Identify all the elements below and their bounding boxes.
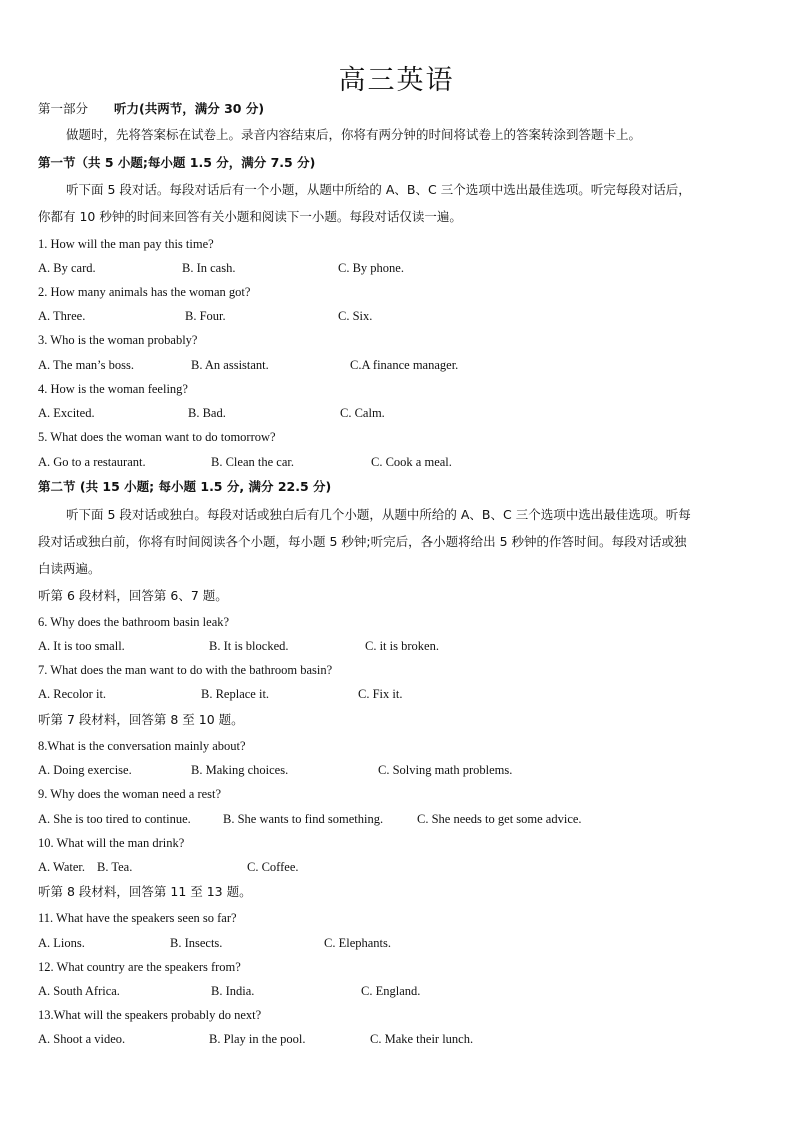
- question-9: 9. Why does the woman need a rest?: [38, 787, 222, 801]
- q6-option-c: C. it is broken.: [365, 639, 439, 653]
- q3-option-a: A. The man’s boss.: [38, 358, 134, 372]
- q2-option-c: C. Six.: [338, 309, 373, 323]
- part1-heading: [38, 101, 264, 117]
- question-12: 12. What country are the speakers from?: [38, 960, 241, 974]
- q13-option-a: A. Shoot a video.: [38, 1032, 126, 1046]
- material-6-heading: 听第 6 段材料，回答第 6、7 题。: [38, 588, 228, 603]
- question-7: 7. What does the man want to do with the bathroom basin?: [38, 663, 333, 677]
- q1-option-a: A. By card.: [38, 261, 96, 275]
- q3-option-b: B. An assistant.: [191, 358, 269, 372]
- q1-option-c: C. By phone.: [338, 261, 404, 275]
- q5-option-c: C. Cook a meal.: [371, 455, 452, 469]
- question-6: 6. Why does the bathroom basin leak?: [38, 615, 230, 629]
- q13-option-c: C. Make their lunch.: [370, 1032, 474, 1046]
- q9-option-c: C. She needs to get some advice.: [417, 812, 582, 826]
- q7-option-c: C. Fix it.: [358, 687, 403, 701]
- q6-option-a: A. It is too small.: [38, 639, 125, 653]
- q11-option-a: A. Lions.: [38, 936, 85, 950]
- section2-instruction-1: 听下面 5 段对话或独白。每段对话或独白后有几个小题，从题中所给的 A、B、C 三个选项中选出最佳选项。听每: [66, 507, 691, 522]
- q9-option-a: A. She is too tired to continue.: [38, 812, 191, 826]
- section2-instruction-2: 段对话或独白前，你将有时间阅读各个小题，每小题 5 秒钟;听完后，各小题将给出 5 秒钟的作答时间。每段对话或独: [38, 534, 687, 549]
- q2-option-b: B. Four.: [185, 309, 226, 323]
- q10-option-c: C. Coffee.: [247, 860, 299, 874]
- section2-instruction-3: 白读两遍。: [38, 561, 101, 576]
- q8-option-a: A. Doing exercise.: [38, 763, 132, 777]
- question-3: 3. Who is the woman probably?: [38, 333, 198, 347]
- q12-option-a: A. South Africa.: [38, 984, 120, 998]
- question-5: 5. What does the woman want to do tomorrow?: [38, 430, 276, 444]
- section1-heading: 第一节（共 5 小题;每小题 1.5 分，满分 7.5 分): [38, 155, 316, 170]
- q8-option-b: B. Making choices.: [191, 763, 289, 777]
- q4-option-c: C. Calm.: [340, 406, 385, 420]
- material-8-heading: 听第 8 段材料，回答第 11 至 13 题。: [38, 884, 252, 899]
- question-4: 4. How is the woman feeling?: [38, 382, 188, 396]
- material-7-heading: 听第 7 段材料，回答第 8 至 10 题。: [38, 712, 244, 727]
- question-13: 13.What will the speakers probably do next?: [38, 1008, 262, 1022]
- q7-option-b: B. Replace it.: [201, 687, 270, 701]
- q2-option-a: A. Three.: [38, 309, 86, 323]
- q4-option-b: B. Bad.: [188, 406, 226, 420]
- q12-option-c: C. England.: [361, 984, 421, 998]
- question-10: 10. What will the man drink?: [38, 836, 185, 850]
- q12-option-b: B. India.: [211, 984, 255, 998]
- q11-option-b: B. Insects.: [170, 936, 223, 950]
- q10-option-a: A. Water.: [38, 860, 86, 874]
- q1-option-b: B. In cash.: [182, 261, 236, 275]
- q7-option-a: A. Recolor it.: [38, 687, 107, 701]
- q10-option-b: B. Tea.: [97, 860, 133, 874]
- part1-heading-label: 第一部分: [38, 101, 89, 116]
- q6-option-b: B. It is blocked.: [209, 639, 289, 653]
- page-title: 高三英语: [338, 65, 455, 96]
- q11-option-c: C. Elephants.: [324, 936, 392, 950]
- question-8: 8.What is the conversation mainly about?: [38, 739, 246, 753]
- section1-instruction-2: 你都有 10 秒钟的时间来回答有关小题和阅读下一小题。每段对话仅读一遍。: [38, 209, 462, 224]
- question-2: 2. How many animals has the woman got?: [38, 285, 251, 299]
- question-1: 1. How will the man pay this time?: [38, 237, 214, 251]
- section2-heading: 第二节 (共 15 小题; 每小题 1.5 分, 满分 22.5 分): [38, 479, 332, 494]
- q9-option-b: B. She wants to find something.: [223, 812, 384, 826]
- part1-instruction: 做题时，先将答案标在试卷上。录音内容结束后，你将有两分钟的时间将试卷上的答案转涂到答题卡上。: [66, 127, 642, 142]
- q8-option-c: C. Solving math problems.: [378, 763, 513, 777]
- part1-heading-detail: 听力(共两节，满分 30 分): [114, 101, 265, 116]
- q3-option-c: C.A finance manager.: [350, 358, 459, 372]
- q13-option-b: B. Play in the pool.: [209, 1032, 306, 1046]
- q5-option-a: A. Go to a restaurant.: [38, 455, 146, 469]
- q5-option-b: B. Clean the car.: [211, 455, 294, 469]
- question-11: 11. What have the speakers seen so far?: [38, 911, 237, 925]
- section1-instruction-1: 听下面 5 段对话。每段对话后有一个小题，从题中所给的 A、B、C 三个选项中选出最佳选项。听完每段对话后，: [66, 182, 691, 197]
- q4-option-a: A. Excited.: [38, 406, 95, 420]
